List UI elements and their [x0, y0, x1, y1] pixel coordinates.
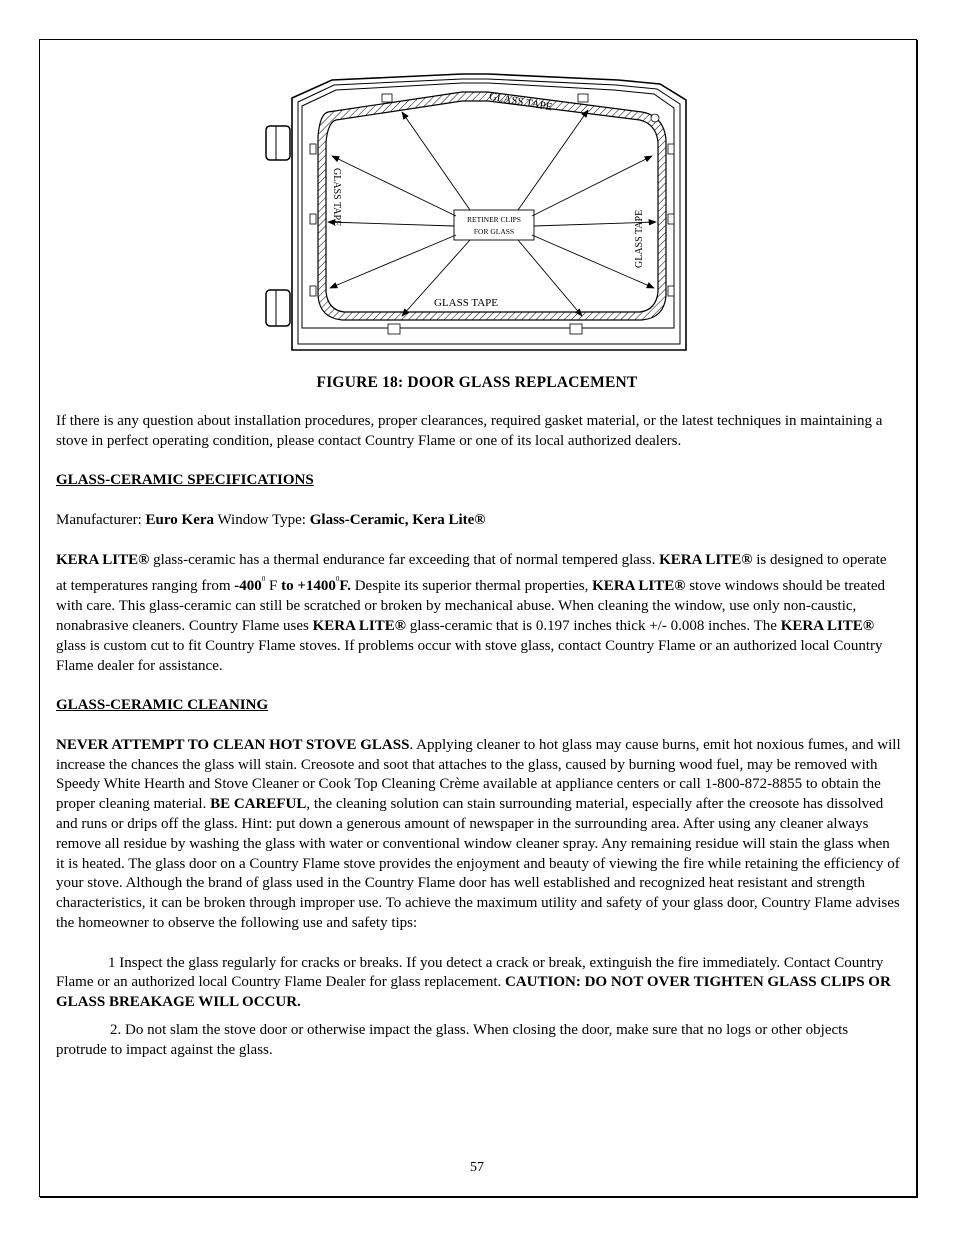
safety-tip-1: 1 Inspect the glass regularly for cracks or breaks. If you detect a crack or break, extinguish the fire immediately. Contact Country Flame or an authorized local Country Flame Dealer for glass replacement. CAUTION: DO NOT OVER TIGHTEN GLASS CLIPS OR GLASS BREAKAGE WILL OCCUR.	[56, 954, 891, 1011]
kera-lite-paragraph: KERA LITE® glass-ceramic has a thermal endurance far exceeding that of normal tempered glass. KERA LITE® is designed to operate at temperatures ranging from $-400^0$ F to $+1400^0F$. Despite its superior thermal properties, KERA LITE® stove windows should be treated with care. This glass-ceramic can still be scratched or broken by mechanical abuse. When cleaning the window, use only non-caustic, nonabrasive cleaners. Country Flame uses KERA LITE® glass-ceramic that is 0.197 inches thick +/- 0.008 inches. The KERA LITE® glass is custom cut to fit Country Flame stoves. If problems occur with stove glass, contact Country Flame or an authorized local Country Flame dealer for assistance.	[56, 551, 887, 674]
safety-tip-2: 2. Do not slam the stove door or otherwise impact the glass. When closing the door, make sure that no logs or other objects protrude to impact against the glass.	[56, 1021, 849, 1058]
glass-tape-left-label: GLASS TAPE	[331, 168, 342, 227]
upper-hinge	[266, 126, 290, 160]
specs-heading: GLASS-CERAMIC SPECIFICATIONS	[56, 472, 314, 489]
figure-caption: FIGURE 18: DOOR GLASS REPLACEMENT	[316, 374, 638, 391]
glass-tape-top-label: GLASS TAPE	[488, 90, 554, 114]
retainer-clips-label: RETINER CLIPS	[467, 215, 521, 224]
intro-paragraph: If there is any question about installation procedures, proper clearances, required gasket material, or the latest techniques in maintaining a stove in perfect operating condition, please contact Country Flame or one of its local authorized dealers.	[56, 413, 883, 449]
glass-tape-bottom-label: GLASS TAPE	[434, 297, 499, 309]
lower-hinge	[266, 290, 290, 326]
door-glass-figure	[262, 70, 702, 360]
manufacturer-line: Manufacturer: Euro Kera Window Type: Glass-Ceramic, Kera Lite®	[56, 511, 486, 528]
cleaning-paragraph: NEVER ATTEMPT TO CLEAN HOT STOVE GLASS. Applying cleaner to hot glass may cause burns, emit hot noxious fumes, and will increase the chances the glass will stain. Creosote and soot that attaches to the glass, caused by burning wood fuel, may be removed with Speedy White Hearth and Stove Cleaner or Cook Top Cleaning Crème available at appliance centers or call 1-800-872-8855 to obtain the proper cleaning material. BE CAREFUL, the cleaning solution can stain surrounding material, especially after the creosote has dissolved and runs or drips off the glass. Hint: put down a generous amount of newspaper in the surrounding area. After using any cleaner always remove all residue by washing the glass with water or conventional window cleaner spray. Any remaining residue will stain the glass when it is heated. The glass door on a Country Flame stove provides the enjoyment and beauty of viewing the fire while retaining the efficiency of your stove. Although the brand of glass used in the Country Flame door has well established and recognized heat resistant and strength characteristics, it can be broken through improper use. To achieve the maximum utility and safety of your glass door, Country Flame advises the homeowner to observe the following use and safety tips:	[56, 736, 901, 931]
page-body	[56, 412, 901, 1061]
cleaning-heading: GLASS-CERAMIC CLEANING	[56, 697, 269, 714]
for-glass-label: FOR GLASS	[473, 227, 515, 236]
glass-pane	[326, 101, 658, 312]
glass-tape-right-label: GLASS TAPE	[634, 209, 645, 268]
page-number: 57	[470, 1160, 484, 1175]
